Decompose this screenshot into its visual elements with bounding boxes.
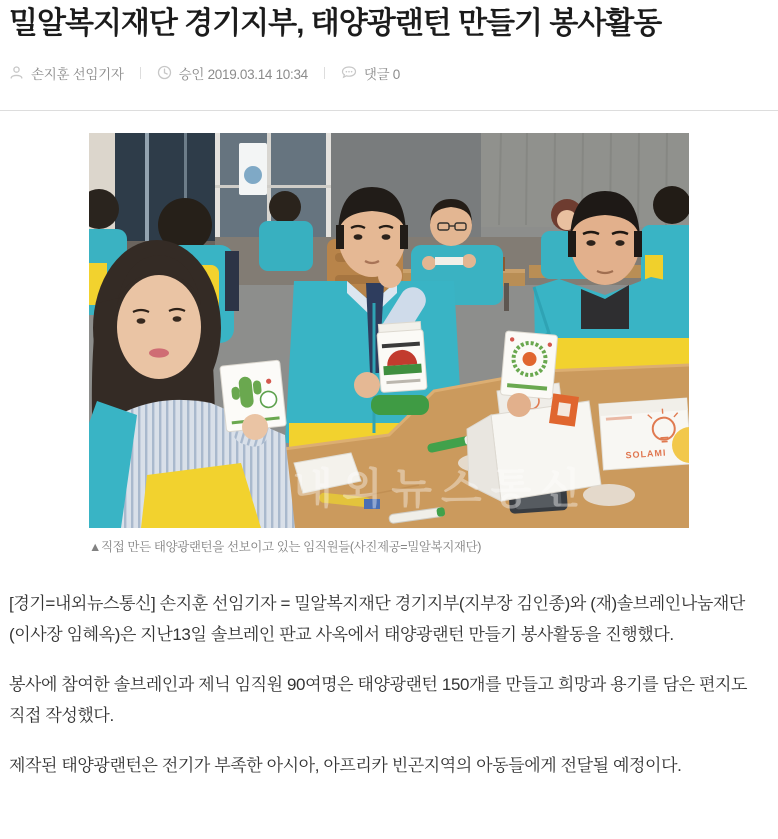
- byline-separator: [140, 67, 141, 79]
- comment-count[interactable]: 댓글 0: [363, 66, 401, 82]
- photo-watermark: 내외뉴스통신: [292, 464, 590, 512]
- comment-bubble-icon: [341, 65, 357, 80]
- paragraph: 제작된 태양광랜턴은 전기가 부족한 아시아, 아프리카 빈곤지역의 아동들에게 전달될 예정이다.: [9, 755, 682, 775]
- content-divider: [0, 110, 778, 111]
- author-name: 손지훈 선임기자: [31, 66, 124, 82]
- article-page: [0, 4, 778, 781]
- photo-illustration: [89, 133, 689, 528]
- photo-caption: ▲직접 만든 태양광랜턴을 선보이고 있는 임직원들(사진제공=밀알복지재단): [89, 539, 482, 554]
- user-icon: [9, 65, 24, 80]
- kit-box-brand-text: SOLAMI: [625, 447, 667, 460]
- paragraph: [경기=내외뉴스통신] 손지훈 선임기자 = 밀알복지재단 경기지부(지부장 김인종)와 (재)솔브레인나눔재단(이사장 임혜옥)은 지난13일 솔브레인 판교 사옥에서 태양광랜턴 만들기 봉사활동을 진행했다.: [9, 593, 745, 644]
- page-title: 밀알복지재단 경기지부, 태양광랜턴 만들기 봉사활동: [9, 7, 662, 40]
- article-photo: [89, 133, 689, 528]
- approved-timestamp: 승인 2019.03.14 10:34: [178, 66, 308, 82]
- kit-box-closed: [599, 398, 689, 470]
- article-body: [9, 588, 766, 781]
- byline: [9, 63, 778, 83]
- article-figure: [89, 133, 689, 555]
- byline-separator: [324, 67, 325, 79]
- clock-icon: [157, 65, 172, 80]
- paragraph: 봉사에 참여한 솔브레인과 제닉 임직원 90여명은 태양광랜턴 150개를 만들고 희망과 용기를 담은 편지도 직접 작성했다.: [9, 674, 748, 725]
